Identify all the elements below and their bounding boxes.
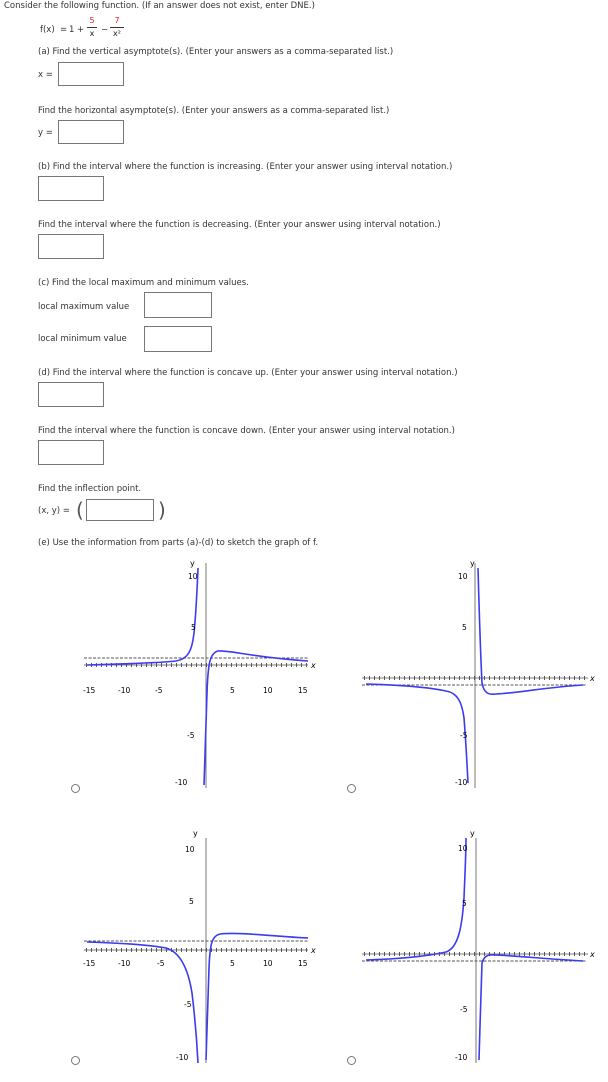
instructions: Consider the following function. (If an answer does not exist, enter DNE.) bbox=[4, 1, 315, 11]
tick-x-neg15: -15 bbox=[83, 959, 96, 968]
graph-option-1 bbox=[80, 553, 320, 793]
x-axis-label: x bbox=[311, 946, 316, 955]
y-axis-label: y bbox=[470, 559, 475, 568]
tick-y-5: 5 bbox=[462, 899, 467, 908]
horizontal-asymptote-input[interactable] bbox=[58, 120, 124, 144]
function-lhs: f(x) bbox=[40, 25, 55, 35]
graph-option-2 bbox=[358, 553, 598, 793]
fraction-den-2: x² bbox=[113, 29, 121, 38]
function-equals: = bbox=[60, 25, 68, 35]
function-one: 1 bbox=[69, 25, 75, 35]
y-axis-label: y bbox=[470, 829, 475, 838]
tick-x-5: 5 bbox=[230, 959, 235, 968]
tick-y-10: 10 bbox=[458, 572, 468, 581]
tick-x-neg10: -10 bbox=[118, 959, 131, 968]
inflection-open-paren: ( bbox=[76, 498, 84, 522]
curve-right-branch bbox=[204, 651, 308, 785]
x-axis-label: x bbox=[590, 674, 595, 683]
x-axis-label: x bbox=[590, 950, 595, 959]
curve-left-branch bbox=[366, 684, 468, 783]
curve-left-branch bbox=[87, 942, 198, 1063]
inflection-close-paren: ) bbox=[158, 498, 166, 522]
vertical-asymptote-label: x = bbox=[38, 70, 53, 80]
tick-y-neg10: -10 bbox=[455, 1053, 468, 1062]
y-axis-label: y bbox=[190, 559, 195, 568]
local-extrema-prompt: (c) Find the local maximum and minimum values. bbox=[38, 278, 249, 288]
fraction-bar-1 bbox=[87, 27, 97, 28]
curve-left-branch bbox=[366, 838, 466, 960]
tick-y-10: 10 bbox=[185, 845, 195, 854]
tick-y-neg5: -5 bbox=[460, 731, 468, 740]
local-min-input[interactable] bbox=[144, 326, 212, 352]
x-axis-label: x bbox=[311, 661, 316, 670]
tick-x-neg10: -10 bbox=[118, 686, 131, 695]
local-min-label: local minimum value bbox=[38, 334, 127, 344]
tick-y-5: 5 bbox=[189, 897, 194, 906]
tick-y-5: 5 bbox=[191, 623, 196, 632]
horizontal-asymptote-prompt: Find the horizontal asymptote(s). (Enter your answers as a comma-separated list.) bbox=[38, 106, 390, 116]
curve-right-branch bbox=[206, 933, 308, 1060]
tick-x-10: 10 bbox=[263, 959, 273, 968]
tick-y-neg10: -10 bbox=[455, 778, 468, 787]
inflection-prompt: Find the inflection point. bbox=[38, 484, 142, 494]
inflection-label: (x, y) = bbox=[38, 506, 70, 516]
fraction-bar-2 bbox=[110, 27, 124, 28]
tick-x-neg15: -15 bbox=[83, 686, 96, 695]
radio-option-2[interactable] bbox=[347, 784, 356, 793]
tick-y-neg5: -5 bbox=[460, 1005, 468, 1014]
increasing-input[interactable] bbox=[38, 176, 104, 201]
fraction-den-1: x bbox=[89, 29, 95, 38]
tick-x-neg5: -5 bbox=[157, 959, 165, 968]
tick-y-neg5: -5 bbox=[187, 731, 195, 740]
curve-right-branch bbox=[479, 955, 583, 1060]
fraction-num-1: 5 bbox=[89, 16, 95, 25]
tick-y-5: 5 bbox=[462, 623, 467, 632]
radio-option-4[interactable] bbox=[347, 1056, 356, 1065]
inflection-input[interactable] bbox=[86, 499, 154, 521]
function-plus: + bbox=[77, 25, 85, 35]
tick-x-5: 5 bbox=[230, 686, 235, 695]
tick-y-neg10: -10 bbox=[176, 1053, 189, 1062]
tick-y-neg10: -10 bbox=[175, 778, 188, 787]
graph-option-4 bbox=[358, 828, 598, 1068]
tick-y-neg5: -5 bbox=[184, 1000, 192, 1009]
vertical-asymptote-input[interactable] bbox=[58, 62, 124, 86]
concave-up-prompt: (d) Find the interval where the function is concave up. (Enter your answer using interval notation.) bbox=[38, 368, 458, 378]
local-max-input[interactable] bbox=[144, 292, 212, 318]
decreasing-input[interactable] bbox=[38, 234, 104, 259]
tick-y-10: 10 bbox=[188, 572, 198, 581]
tick-x-15: 15 bbox=[298, 686, 308, 695]
y-axis-label: y bbox=[193, 829, 198, 838]
concave-up-input[interactable] bbox=[38, 382, 104, 407]
tick-x-neg5: -5 bbox=[155, 686, 163, 695]
tick-x-15: 15 bbox=[298, 959, 308, 968]
curve-left-branch bbox=[87, 568, 198, 665]
fraction-num-2: 7 bbox=[114, 16, 120, 25]
sketch-prompt: (e) Use the information from parts (a)-(d) to sketch the graph of f. bbox=[38, 538, 319, 548]
tick-x-10: 10 bbox=[263, 686, 273, 695]
concave-down-input[interactable] bbox=[38, 440, 104, 465]
graph-option-3 bbox=[80, 828, 320, 1068]
increasing-prompt: (b) Find the interval where the function is increasing. (Enter your answer using interval notation.) bbox=[38, 162, 453, 172]
local-max-label: local maximum value bbox=[38, 302, 130, 312]
concave-down-prompt: Find the interval where the function is concave down. (Enter your answer using interval notation.) bbox=[38, 426, 455, 436]
horizontal-asymptote-label: y = bbox=[38, 128, 53, 138]
vertical-asymptote-prompt: (a) Find the vertical asymptote(s). (Enter your answers as a comma-separated list.) bbox=[38, 47, 394, 57]
radio-option-3[interactable] bbox=[71, 1056, 80, 1065]
tick-y-10: 10 bbox=[458, 844, 468, 853]
curve-right-branch bbox=[478, 568, 583, 694]
decreasing-prompt: Find the interval where the function is decreasing. (Enter your answer using interval notation.) bbox=[38, 220, 441, 230]
radio-option-1[interactable] bbox=[71, 784, 80, 793]
function-minus: − bbox=[101, 25, 109, 35]
